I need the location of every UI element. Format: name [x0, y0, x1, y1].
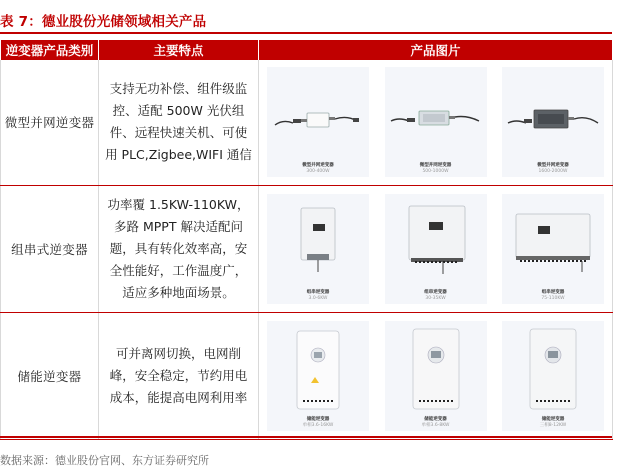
product-image-card [502, 321, 604, 431]
storage-inverter-icon [385, 321, 487, 431]
image-caption: 储能逆变器 [541, 416, 565, 422]
image-caption: 微型并网逆变器 [302, 163, 334, 169]
string-inverter-icon [385, 194, 487, 304]
image-subcaption: 1600-2000W [538, 169, 568, 175]
micro-inverter-icon [502, 67, 604, 177]
row-category: 组串式逆变器 [1, 185, 99, 312]
product-image-card [267, 194, 369, 304]
image-subcaption: 三相8-12KW [539, 422, 567, 428]
product-image-card [502, 194, 604, 304]
source-note: 数据来源：德业股份官网、东方证券研究所 [0, 454, 209, 467]
title-rule [0, 32, 612, 34]
string-inverter-icon [267, 194, 369, 304]
image-caption: 储能逆变器 [306, 416, 330, 422]
image-subcaption: 300-400W [306, 169, 330, 175]
image-caption: 储能逆变器 [424, 416, 447, 422]
row-images [259, 60, 613, 185]
image-caption: 微型并网逆变器 [419, 163, 452, 169]
image-subcaption: 3.0-6KW [308, 295, 328, 301]
string-inverter-icon [502, 194, 604, 304]
product-image-card [385, 194, 487, 304]
storage-inverter-icon [267, 321, 369, 431]
product-image-card [267, 321, 369, 431]
row-features: 可并离网切换，电网削峰，安全稳定，节约用电成本，能提高电网利用率 [99, 312, 259, 439]
image-subcaption: 500-1000W [422, 169, 449, 175]
product-image-card [502, 67, 604, 177]
table-row [1, 312, 613, 439]
image-subcaption: 单相3.6-16KW [302, 422, 334, 428]
row-category: 微型并网逆变器 [1, 60, 99, 185]
storage-inverter-icon [502, 321, 604, 431]
product-image-card [385, 67, 487, 177]
product-image-card [267, 67, 369, 177]
micro-inverter-icon [267, 67, 369, 177]
image-caption: 微型并网逆变器 [537, 163, 569, 169]
image-subcaption: 30-35KW [425, 295, 446, 301]
table-title: 表 7：德业股份光储领域相关产品 [0, 14, 207, 30]
row-category: 储能逆变器 [1, 312, 99, 439]
image-subcaption: 75-110KW [541, 295, 565, 301]
table-header-row [1, 40, 613, 60]
image-caption: 组串逆变器 [424, 289, 447, 295]
row-features: 功率覆 1.5KW-110KW，多路 MPPT 解决适配问题，具有转化效率高，安全性能好，工作温度广，适应多种地面场景。 [99, 185, 259, 312]
image-caption: 组串逆变器 [541, 289, 565, 295]
image-caption: 组串逆变器 [306, 289, 330, 295]
source-rule [0, 436, 612, 438]
row-images [259, 185, 613, 312]
header-features: 主要特点 [99, 40, 259, 60]
micro-inverter-icon [385, 67, 487, 177]
table-row [1, 60, 613, 185]
image-subcaption: 单相3.6-8KW [421, 422, 450, 428]
row-features: 支持无功补偿、组件级监控、适配 500W 光伏组件、远程快速关机、可使用 PLC,Zigbee,WIFI 通信 [99, 60, 259, 185]
product-image-card [385, 321, 487, 431]
table-row [1, 185, 613, 312]
row-images [259, 312, 613, 439]
header-images: 产品图片 [259, 40, 613, 60]
header-category: 逆变器产品类别 [1, 40, 99, 60]
product-table [0, 40, 613, 440]
